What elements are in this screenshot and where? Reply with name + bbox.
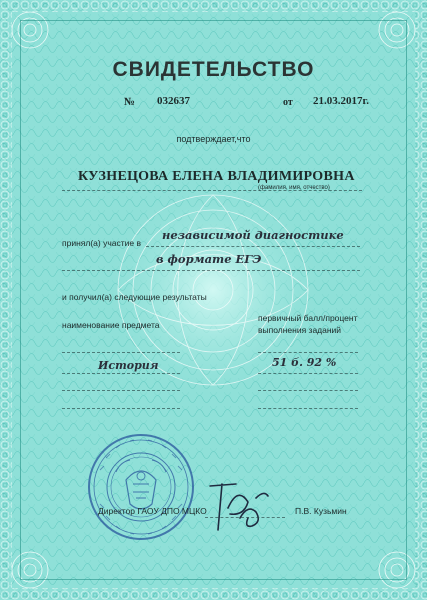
- participation-underline-1: [146, 246, 360, 247]
- score-line-3: [258, 390, 358, 391]
- participated-label: принял(а) участие в: [62, 238, 141, 248]
- certificate-date: 21.03.2017г.: [313, 95, 370, 107]
- participation-underline-2: [62, 270, 360, 271]
- score-header-line1: первичный балл/процент: [258, 313, 358, 323]
- score-line-1: [258, 352, 358, 353]
- participation-line1: независимой диагностике: [162, 228, 344, 242]
- score-value: 51 б. 92 %: [272, 356, 337, 369]
- confirms-text: подтверждает,что: [176, 134, 251, 144]
- date-label: от: [283, 97, 293, 108]
- director-label: Директор ГАОУ ДПО МЦКО: [98, 506, 207, 516]
- subject-line-4: [62, 408, 180, 409]
- subject-line-2: [62, 373, 180, 374]
- score-line-4: [258, 408, 358, 409]
- signature: [204, 468, 274, 538]
- full-name: КУЗНЕЦОВА ЕЛЕНА ВЛАДИМИРОВНА: [78, 169, 355, 184]
- number-label: №: [124, 96, 136, 108]
- certificate-title: СВИДЕТЕЛЬСТВО: [112, 58, 315, 81]
- name-caption: (фамилия, имя, отчество): [258, 185, 330, 191]
- director-name: П.В. Кузьмин: [295, 506, 347, 516]
- results-label: и получил(а) следующие результаты: [62, 292, 207, 302]
- subject-line-1: [62, 352, 180, 353]
- certificate-number: 032637: [157, 95, 190, 107]
- score-line-2: [258, 373, 358, 374]
- subject-name: История: [98, 359, 159, 372]
- participation-line2: в формате ЕГЭ: [156, 252, 262, 266]
- score-header-line2: выполнения заданий: [258, 325, 342, 335]
- official-seal: [86, 432, 196, 542]
- subject-header: наименование предмета: [62, 320, 160, 330]
- subject-line-3: [62, 390, 180, 391]
- signature-line: [205, 517, 285, 518]
